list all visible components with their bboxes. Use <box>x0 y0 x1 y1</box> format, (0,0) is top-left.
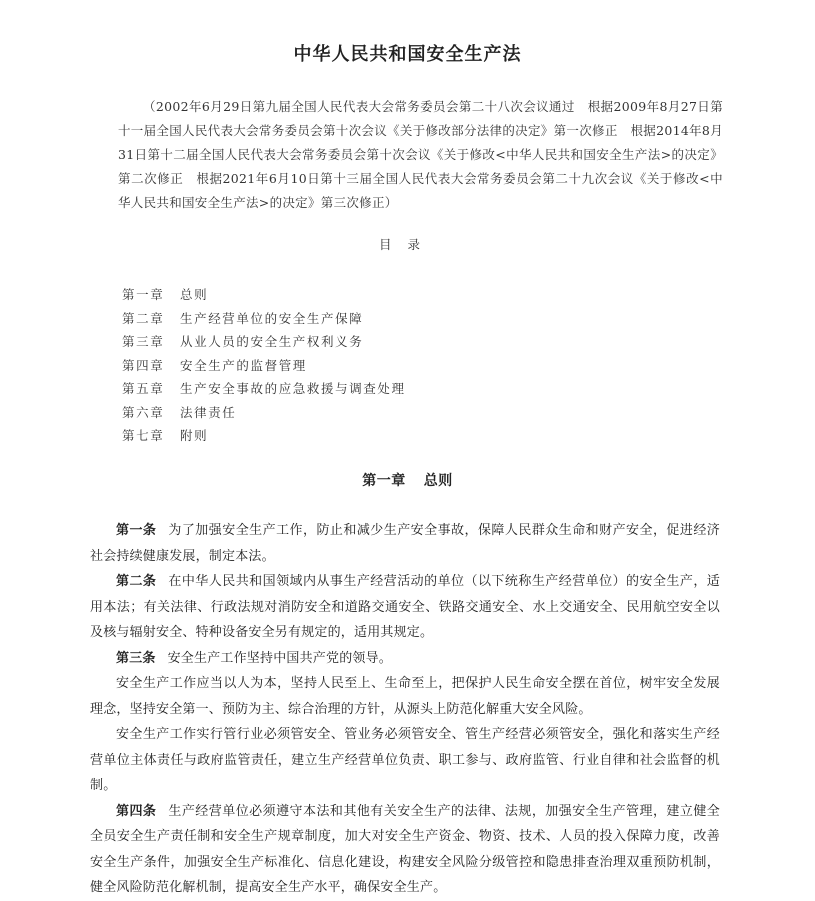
table-of-contents <box>122 283 406 448</box>
toc-chapter-number: 第一章 <box>122 287 165 302</box>
toc-chapter-title: 安全生产的监督管理 <box>180 357 307 373</box>
toc-heading: 目录 <box>378 237 436 252</box>
article-label: 第四条 <box>116 803 157 819</box>
article-text: 生产经营单位必须遵守本法和其他有关安全生产的法律、法规，加强安全生产管理，建立健全全员安全生产责任制和安全生产规章制度，加大对安全生产资金、物资、技术、人员的投入保障力度，改善安全生产条件，加强安全生产标准化、信息化建设，构建安全风险分级管控和隐患排查治理双重预防机制，健全风险防范化解机制，提高安全生产水平，确保安全生产。 <box>90 803 720 895</box>
article-text: 在中华人民共和国领域内从事生产经营活动的单位（以下统称生产经营单位）的安全生产，适用本法；有关法律、行政法规对消防安全和道路交通安全、铁路交通安全、水上交通安全、民用航空安全以及核与辐射安全、特种设备安全另有规定的，适用其规定。 <box>90 574 720 640</box>
toc-chapter-number: 第四章 <box>122 357 165 373</box>
toc-item[interactable] <box>122 330 406 354</box>
article-text: 安全生产工作应当以人为本，坚持人民至上、生命至上，把保护人民生命安全摆在首位，树牢安全发展理念，坚持安全第一、预防为主、综合治理的方针，从源头上防范化解重大安全风险。 <box>90 676 720 717</box>
chapter-heading <box>0 470 815 490</box>
toc-chapter-number: 第二章 <box>122 310 165 326</box>
chapter-title: 总则 <box>423 473 453 489</box>
article-paragraph <box>90 569 720 646</box>
legislative-history: （2002年6月29日第九届全国人民代表大会常务委员会第二十八次会议通过 根据2009年8月27日第十一届全国人民代表大会常务委员会第十次会议《关于修改部分法律的决定》第一次修正 根据2014年8月31日第十二届全国人民代表大会常务委员会第十次会议《关于修改<中华人民共和国安全生产法>的决定》第二次修正 根据2021年6月10日第十三届全国人民代表大会常务委员会第二十九次会议《关于修改<中华人民共和国安全生产法>的决定》第三次修正） <box>118 99 723 210</box>
article-paragraph <box>90 646 720 672</box>
article-paragraph <box>90 799 720 901</box>
toc-item[interactable] <box>122 354 406 378</box>
article-paragraph <box>90 518 720 569</box>
toc-chapter-title: 总则 <box>180 287 209 302</box>
toc-chapter-title: 从业人员的安全生产权利义务 <box>180 334 364 349</box>
chapter-body <box>90 518 720 901</box>
toc-chapter-number: 第三章 <box>122 334 165 349</box>
document-title: 中华人民共和国安全生产法 <box>293 44 522 65</box>
toc-chapter-number: 第五章 <box>122 381 165 396</box>
article-label: 第二条 <box>116 574 157 589</box>
article-paragraph <box>90 722 720 799</box>
toc-chapter-title: 生产安全事故的应急救援与调查处理 <box>180 381 406 396</box>
article-text: 安全生产工作实行管行业必须管安全、管业务必须管安全、管生产经营必须管安全，强化和落实生产经营单位主体责任与政府监管责任，建立生产经营单位负责、职工参与、政府监管、行业自律和社会监督的机制。 <box>90 727 720 793</box>
article-text: 为了加强安全生产工作，防止和减少生产安全事故，保障人民群众生命和财产安全，促进经济社会持续健康发展，制定本法。 <box>90 523 720 564</box>
toc-chapter-title: 法律责任 <box>180 404 237 420</box>
toc-chapter-number: 第七章 <box>122 428 165 443</box>
toc-item[interactable] <box>122 283 406 307</box>
toc-item[interactable] <box>122 377 406 401</box>
article-label: 第三条 <box>116 650 156 666</box>
toc-chapter-title: 附则 <box>180 428 209 443</box>
toc-item[interactable] <box>122 401 406 425</box>
article-paragraph <box>90 671 720 722</box>
toc-chapter-number: 第六章 <box>122 404 165 420</box>
toc-item[interactable] <box>122 424 406 448</box>
article-label: 第一条 <box>116 523 157 538</box>
article-text: 安全生产工作坚持中国共产党的领导。 <box>167 650 393 666</box>
chapter-number: 第一章 <box>362 473 406 489</box>
toc-chapter-title: 生产经营单位的安全生产保障 <box>180 310 364 326</box>
toc-item[interactable] <box>122 307 406 331</box>
